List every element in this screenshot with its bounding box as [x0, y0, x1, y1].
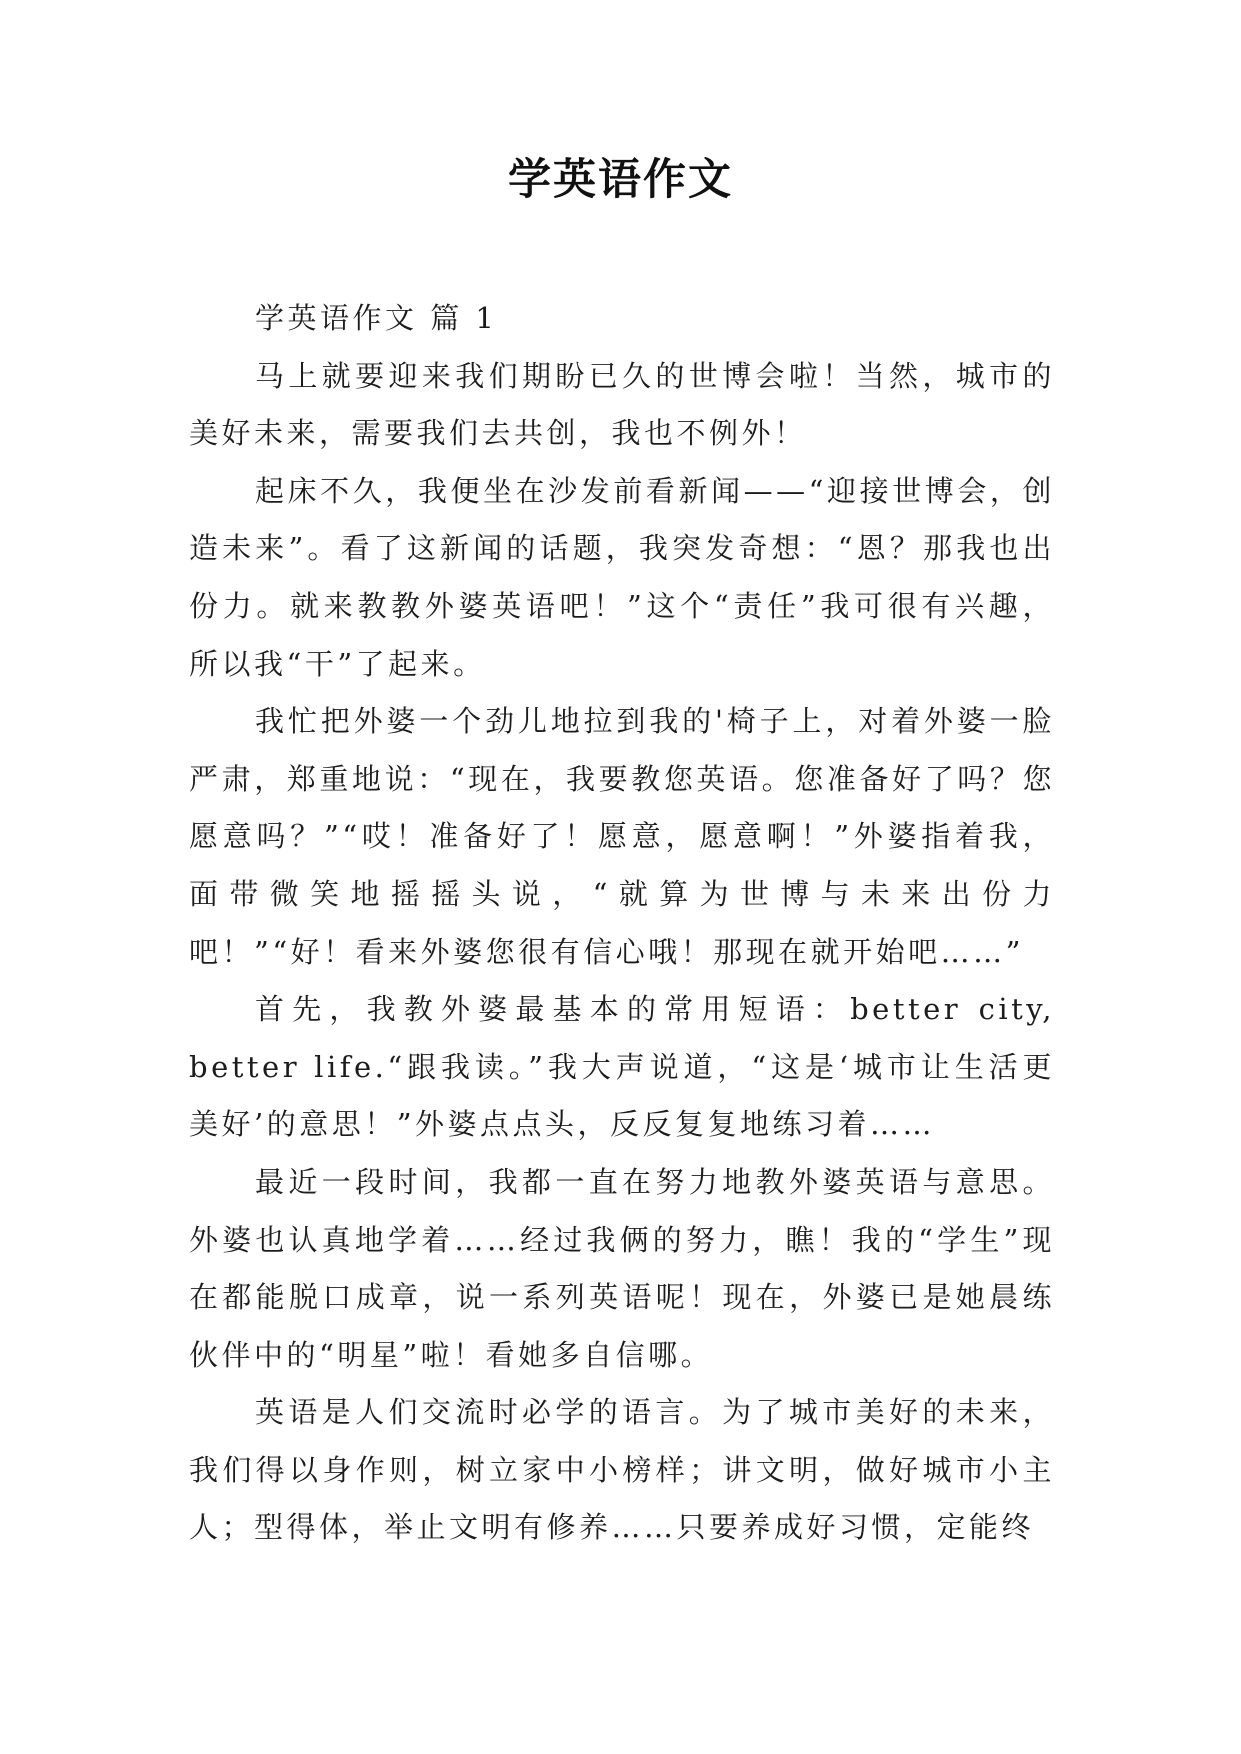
paragraph: 最近一段时间，我都一直在努力地教外婆英语与意思。外婆也认真地学着……经过我俩的努力，瞧！我的“学生”现在都能脱口成章，说一系列英语呢！现在，外婆已是她晨练伙伴中的“明星”啦！看她多自信哪。 [189, 1164, 1055, 1372]
section-heading: 学英语作文 篇 1 [255, 301, 498, 335]
paragraph: 马上就要迎来我们期盼已久的世博会啦！当然，城市的美好未来，需要我们去共创，我也不例外！ [189, 358, 1055, 451]
paragraph: 英语是人们交流时必学的语言。为了城市美好的未来，我们得以身作则，树立家中小榜样；讲文明，做好城市小主人；型得体，举止文明有修养……只要养成好习惯，定能终 [189, 1395, 1055, 1545]
document-title: 学英语作文 [508, 155, 733, 205]
document-body [189, 290, 1055, 1557]
paragraph: 首先，我教外婆最基本的常用短语：better city, better life.“跟我读。”我大声说道，“这是‘城市让生活更美好’的意思！”外婆点点头，反反复复地练习着…… [189, 992, 1055, 1142]
paragraph: 我忙把外婆一个劲儿地拉到我的'椅子上，对着外婆一脸严肃，郑重地说：“现在，我要教您英语。您准备好了吗？您愿意吗？”“哎！准备好了！愿意，愿意啊！”外婆指着我，面带微笑地摇摇头说，“就算为世博与未来出份力吧！”“好！看来外婆您很有信心哦！那现在就开始吧……” [189, 704, 1055, 969]
paragraph: 起床不久，我便坐在沙发前看新闻——“迎接世博会，创造未来”。看了这新闻的话题，我突发奇想：“恩？那我也出份力。就来教教外婆英语吧！”这个“责任”我可很有兴趣，所以我“干”了起来。 [189, 473, 1055, 681]
